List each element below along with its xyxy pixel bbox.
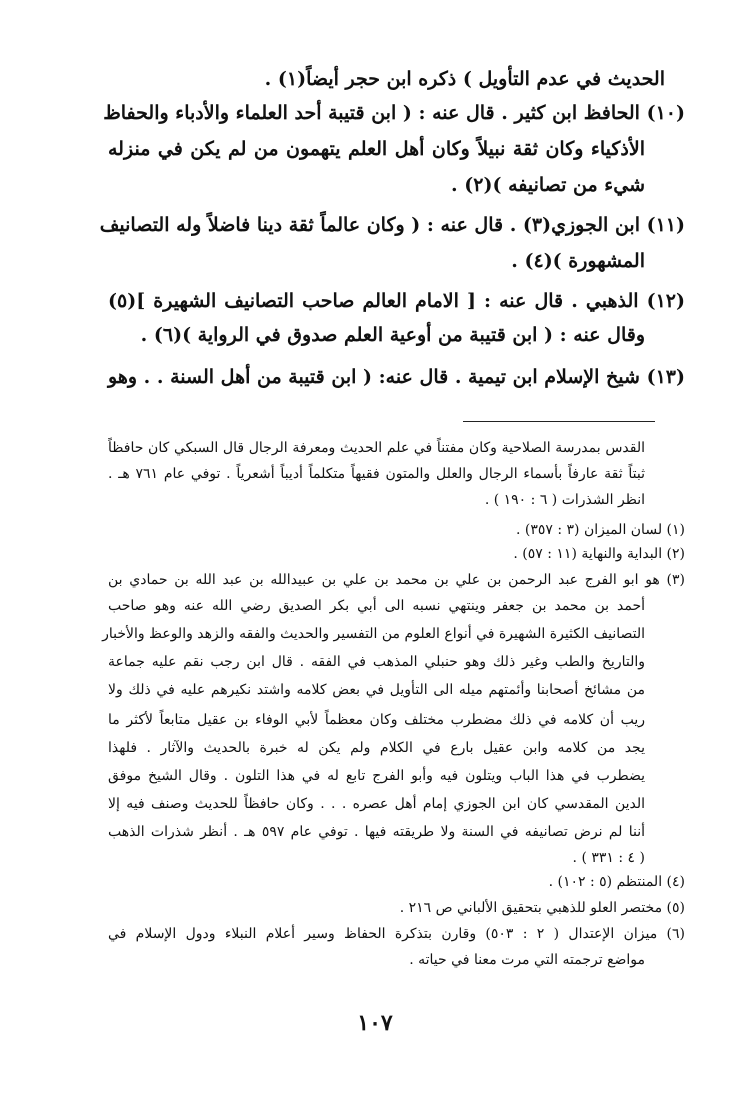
- footnote-line: (٥) مختصر العلو للذهبي بتحقيق الألباني ص ٢١٦ .: [399, 900, 685, 916]
- footnote-line: أحمد بن محمد بن جعفر وينتهي نسبه الى أبي بكر الصديق رضي الله عنه وهو صاحب: [108, 598, 645, 614]
- footnote-line: يجد من كلامه وابن عقيل بارع في الكلام ولم يكن له خبرة بالحديث والآثار . فلهذا: [108, 740, 645, 756]
- body-line: المشهورة )(٤) .: [511, 250, 645, 272]
- footnote-separator: [463, 421, 655, 422]
- body-line: وقال عنه : ( ابن قتيبة من أوعية العلم صدوق في الرواية )(٦) .: [140, 324, 645, 346]
- footnote-line: والتاريخ والطب وغير ذلك وهو حنبلي المذهب في الفقه . قال ابن رجب نقم عليه جماعة: [108, 654, 645, 670]
- footnote-line: (٢) البداية والنهاية (١١ : ٥٧) .: [513, 546, 685, 562]
- page-number: ١٠٧: [357, 1010, 393, 1036]
- body-line: (١٣) شيخ الإسلام ابن تيمية . قال عنه: ( ابن قتيبة من أهل السنة . . وهو: [108, 366, 685, 388]
- footnote-line: الدين المقدسي كان ابن الجوزي إمام أهل عصره . . . وكان حافظاً للحديث وصنف فيه إلا: [108, 796, 645, 812]
- footnote-line: ( ٤ : ٣٣١ ) .: [572, 850, 645, 866]
- body-line: (١٢) الذهبي . قال عنه : [ الامام العالم صاحب التصانيف الشهيرة ](٥): [108, 290, 685, 312]
- footnote-line: مواضع ترجمته التي مرت معنا في حياته .: [409, 952, 645, 968]
- footnote-line: أننا لم نرض تصانيفه في السنة ولا طريقته فيها . توفي عام ٥٩٧ هـ . أنظر شذرات الذهب: [108, 824, 645, 840]
- footnote-line: ريب أن كلامه في ذلك مضطرب مختلف وكان معظماً لأبي الوفاء بن عقيل متابعاً لأكثر ما: [108, 712, 645, 728]
- footnote-line: القدس بمدرسة الصلاحية وكان مفتناً في علم الحديث ومعرفة الرجال قال السبكي كان حافظاً: [108, 440, 645, 456]
- body-line: شيء من تصانيفه )(٢) .: [451, 174, 645, 196]
- footnote-line: انظر الشذرات ( ٦ : ١٩٠ ) .: [484, 492, 645, 508]
- body-line: الأذكياء وكان ثقة نبيلاً وكان أهل العلم يتهمون من لم يكن في منزله: [108, 138, 645, 160]
- footnote-line: من مشائخ أصحابنا وأئمتهم ميله الى التأويل في بعض كلامه واشتد نكيرهم عليه في ذلك ولا: [108, 682, 645, 698]
- footnote-line: (٤) المنتظم (٥ : ١٠٢) .: [548, 874, 685, 890]
- footnote-line: (٣) هو ابو الفرج عبد الرحمن بن علي بن محمد بن علي بن عبيدالله بن عبد الله بن حمادي بن: [108, 572, 685, 588]
- footnote-line: ثبتاً ثقة عارفاً بأسماء الرجال والعلل والمتون فقيهاً متكلماً أديباً أشعرياً . توفي عام ٧٦١ هـ .: [108, 466, 645, 482]
- body-line: الحديث في عدم التأويل ) ذكره ابن حجر أيضاً(١) .: [264, 68, 665, 90]
- footnote-line: (٦) ميزان الإعتدال ( ٢ : ٥٠٣) وقارن بتذكرة الحفاظ وسير أعلام النبلاء ودول الإسلام في: [108, 926, 685, 942]
- footnote-line: يضطرب في هذا الباب ويتلون فيه وأبو الفرج تابع له في هذا التلون . وقال الشيخ موفق: [108, 768, 645, 784]
- body-line: (١٠) الحافظ ابن كثير . قال عنه : ( ابن قتيبة أحد العلماء والأدباء والحفاظ: [103, 102, 685, 124]
- footnote-line: التصانيف الكثيرة الشهيرة في أنواع العلوم من التفسير والحديث والفقه والزهد والوعظ والأخبار: [102, 626, 645, 642]
- footnote-line: (١) لسان الميزان (٣ : ٣٥٧) .: [515, 522, 685, 538]
- body-line: (١١) ابن الجوزي(٣) . قال عنه : ( وكان عالماً ثقة دينا فاضلاً وله التصانيف: [99, 214, 685, 236]
